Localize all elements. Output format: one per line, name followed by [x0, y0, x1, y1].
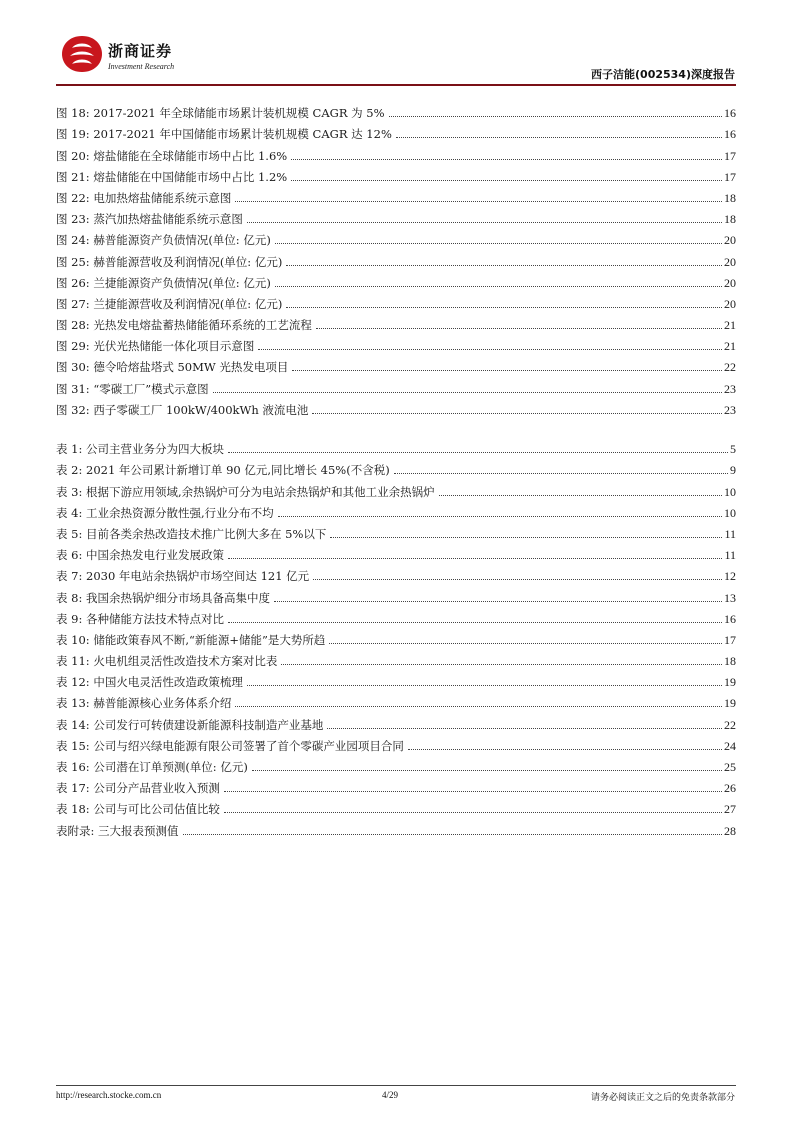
dot-leader [396, 136, 722, 138]
toc-entry-page: 23 [724, 402, 736, 417]
dot-leader [439, 494, 722, 496]
toc-entry[interactable] [56, 291, 736, 312]
toc-entry-label: 图 29: 光伏光热储能一体化项目示意图 [56, 339, 255, 354]
toc-entry-page: 10 [724, 505, 736, 520]
dot-leader [228, 621, 722, 623]
toc-entry[interactable] [56, 733, 736, 754]
toc-entry-page: 17 [724, 169, 736, 184]
footer-divider [56, 1085, 736, 1086]
dot-leader [274, 600, 722, 602]
toc-entry-page: 20 [724, 296, 736, 311]
toc-entry[interactable] [56, 478, 736, 499]
toc-entry[interactable] [56, 711, 736, 732]
toc-entry-page: 22 [724, 360, 736, 375]
zheshang-logo-icon [60, 34, 104, 74]
brand-name: 浙商证券 [108, 42, 173, 60]
toc-entry-page: 9 [730, 463, 736, 478]
toc-entry-label: 表 4: 工业余热资源分散性强,行业分布不均 [56, 505, 274, 520]
toc-entry-page: 16 [724, 611, 736, 626]
toc-entry[interactable] [56, 375, 736, 396]
toc-entry-label: 表 16: 公司潜在订单预测(单位: 亿元) [56, 760, 248, 774]
toc-entry[interactable] [56, 206, 736, 227]
toc-entry-label: 表 13: 赫普能源核心业务体系介绍 [56, 696, 232, 711]
toc-entry-page: 11 [724, 548, 736, 563]
page-header [0, 0, 793, 90]
toc-entry[interactable] [56, 796, 736, 817]
dot-leader [252, 769, 722, 771]
toc-entry-label: 图 27: 兰捷能源营收及利润情况(单位: 亿元) [56, 296, 283, 311]
figure-list [56, 100, 736, 418]
toc-entry-label: 表 1: 公司主营业务分为四大板块 [56, 442, 225, 457]
toc-entry[interactable] [56, 248, 736, 269]
toc-entry-label: 图 28: 光热发电熔盐蓄热储能循环系统的工艺流程 [56, 318, 312, 333]
toc-entry-page: 17 [724, 632, 736, 647]
toc-entry-page: 19 [724, 675, 736, 690]
dot-leader [330, 536, 722, 538]
page-number: 4/29 [382, 1090, 399, 1100]
dot-leader [275, 242, 722, 244]
toc-entry[interactable] [56, 312, 736, 333]
toc-entry-label: 表 10: 储能政策春风不断,“新能源+储能”是大势所趋 [56, 632, 326, 647]
dot-leader [213, 391, 722, 393]
toc-entry-label: 图 24: 赫普能源资产负债情况(单位: 亿元) [56, 233, 271, 248]
toc-entry-label: 表附录: 三大报表预测值 [56, 823, 179, 838]
toc-entry-page: 26 [724, 781, 736, 796]
toc-entry-page: 19 [724, 696, 736, 711]
toc-entry[interactable] [56, 606, 736, 627]
toc-entry-label: 图 30: 德令哈熔盐塔式 50MW 光热发电项目 [56, 360, 289, 375]
toc-entry-label: 表 3: 根据下游应用领域,余热锅炉可分为电站余热锅炉和其他工业余热锅炉 [56, 484, 435, 499]
toc-entry-page: 28 [724, 823, 736, 838]
toc-entry-label: 图 25: 赫普能源营收及利润情况(单位: 亿元) [56, 254, 283, 269]
toc-entry[interactable] [56, 775, 736, 796]
toc-entry-page: 18 [724, 654, 736, 669]
toc-entry[interactable] [56, 500, 736, 521]
dot-leader [247, 221, 722, 223]
toc-entry-page: 16 [724, 127, 736, 142]
toc-entry[interactable] [56, 142, 736, 163]
toc-entry[interactable] [56, 397, 736, 418]
toc-entry-label: 图 21: 熔盐储能在中国储能市场中占比 1.2% [56, 169, 288, 184]
dot-leader [292, 369, 722, 371]
dot-leader [224, 811, 722, 813]
report-title: 西子洁能(002534)深度报告 [591, 68, 735, 81]
dot-leader [235, 705, 722, 707]
toc-entry-label: 表 15: 公司与绍兴绿电能源有限公司签署了首个零碳产业园项目合同 [56, 738, 404, 753]
dot-leader [286, 264, 722, 266]
dot-leader [394, 472, 728, 474]
toc-entry-label: 图 19: 2017-2021 年中国储能市场累计装机规模 CAGR 达 12% [56, 127, 392, 142]
toc-entry[interactable] [56, 333, 736, 354]
toc-entry-page: 18 [724, 212, 736, 227]
toc-entry-page: 5 [730, 442, 736, 457]
header-divider [56, 84, 736, 86]
toc-entry-page: 16 [724, 106, 736, 121]
toc-entry-page: 23 [724, 381, 736, 396]
toc-entry-page: 20 [724, 233, 736, 248]
dot-leader [183, 833, 722, 835]
dot-leader [316, 327, 722, 329]
toc-entry[interactable] [56, 227, 736, 248]
toc-entry[interactable] [56, 185, 736, 206]
toc-entry[interactable] [56, 817, 736, 838]
table-list [56, 436, 736, 839]
toc-entry[interactable] [56, 354, 736, 375]
toc-entry-page: 18 [724, 190, 736, 205]
toc-entry[interactable] [56, 100, 736, 121]
dot-leader [258, 348, 722, 350]
toc-entry-page: 22 [724, 717, 736, 732]
toc-entry-page: 21 [724, 339, 736, 354]
toc-entry-label: 表 14: 公司发行可转债建设新能源科技制造产业基地 [56, 717, 324, 732]
toc-entry-label: 图 26: 兰捷能源资产负债情况(单位: 亿元) [56, 275, 271, 290]
toc-entry-page: 13 [724, 590, 736, 605]
toc-entry-label: 图 18: 2017-2021 年全球储能市场累计装机规模 CAGR 为 5% [56, 106, 385, 121]
toc-entry-page: 24 [724, 738, 736, 753]
dot-leader [281, 663, 722, 665]
toc-entry-label: 表 6: 中国余热发电行业发展政策 [56, 548, 225, 563]
dot-leader [247, 684, 722, 686]
toc-entry-label: 图 23: 蒸汽加热熔盐储能系统示意图 [56, 212, 243, 227]
toc-entry-label: 表 9: 各种储能方法技术特点对比 [56, 611, 225, 626]
dot-leader [235, 200, 722, 202]
toc-entry-page: 20 [724, 275, 736, 290]
disclaimer-note: 请务必阅读正文之后的免责条款部分 [590, 1093, 735, 1103]
toc-entry-label: 图 32: 西子零碳工厂 100kW/400kWh 液流电池 [56, 402, 309, 417]
toc-entry-page: 21 [724, 318, 736, 333]
toc-entry-label: 表 8: 我国余热锅炉细分市场具备高集中度 [56, 590, 271, 605]
dot-leader [228, 451, 728, 453]
toc-entry-label: 表 5: 目前各类余热改造技术推广比例大多在 5%以下 [56, 526, 327, 541]
brand-subtitle: Investment Research [108, 62, 175, 71]
toc-entry-label: 表 11: 火电机组灵活性改造技术方案对比表 [56, 654, 278, 669]
toc-entry-page: 12 [724, 569, 736, 584]
toc-entry-label: 图 20: 熔盐储能在全球储能市场中占比 1.6% [56, 148, 288, 163]
toc-entry-page: 27 [724, 802, 736, 817]
toc-entry[interactable] [56, 584, 736, 605]
toc-entry[interactable] [56, 521, 736, 542]
toc-entry-label: 表 12: 中国火电灵活性改造政策梳理 [56, 675, 243, 690]
toc-entry-label: 图 31: “零碳工厂”模式示意图 [56, 381, 209, 396]
dot-leader [291, 179, 722, 181]
dot-leader [278, 515, 722, 517]
toc-entry[interactable] [56, 669, 736, 690]
footer-url[interactable]: http://research.stocke.com.cn [56, 1090, 162, 1100]
toc-entry-page: 25 [724, 760, 736, 774]
toc-entry[interactable] [56, 627, 736, 648]
toc-entry-page: 17 [724, 148, 736, 163]
dot-leader [313, 578, 722, 580]
toc-entry[interactable] [56, 690, 736, 711]
dot-leader [275, 285, 722, 287]
dot-leader [291, 158, 722, 160]
toc-entry[interactable] [56, 164, 736, 185]
toc-entry-label: 表 7: 2030 年电站余热锅炉市场空间达 121 亿元 [56, 569, 310, 584]
toc-entry[interactable] [56, 121, 736, 142]
toc-entry[interactable] [56, 436, 736, 457]
toc-entry-page: 11 [724, 526, 736, 541]
dot-leader [329, 642, 722, 644]
dot-leader [327, 727, 722, 729]
toc-entry-label: 图 22: 电加热熔盐储能系统示意图 [56, 190, 232, 205]
toc-entry-page: 10 [724, 484, 736, 499]
dot-leader [224, 790, 722, 792]
dot-leader [389, 115, 722, 117]
dot-leader [312, 412, 722, 414]
toc-entry-label: 表 2: 2021 年公司累计新增订单 90 亿元,同比增长 45%(不含税) [56, 463, 390, 478]
toc-entry-label: 表 18: 公司与可比公司估值比较 [56, 802, 220, 817]
toc-entry[interactable] [56, 648, 736, 669]
toc-entry[interactable] [56, 457, 736, 478]
toc-entry-page: 20 [724, 254, 736, 269]
toc-entry-label: 表 17: 公司分产品营业收入预测 [56, 781, 220, 796]
toc-entry[interactable] [56, 563, 736, 584]
dot-leader [408, 748, 722, 750]
toc-entry[interactable] [56, 754, 736, 775]
dot-leader [228, 557, 722, 559]
toc-entry[interactable] [56, 270, 736, 291]
toc-entry[interactable] [56, 542, 736, 563]
dot-leader [286, 306, 722, 308]
